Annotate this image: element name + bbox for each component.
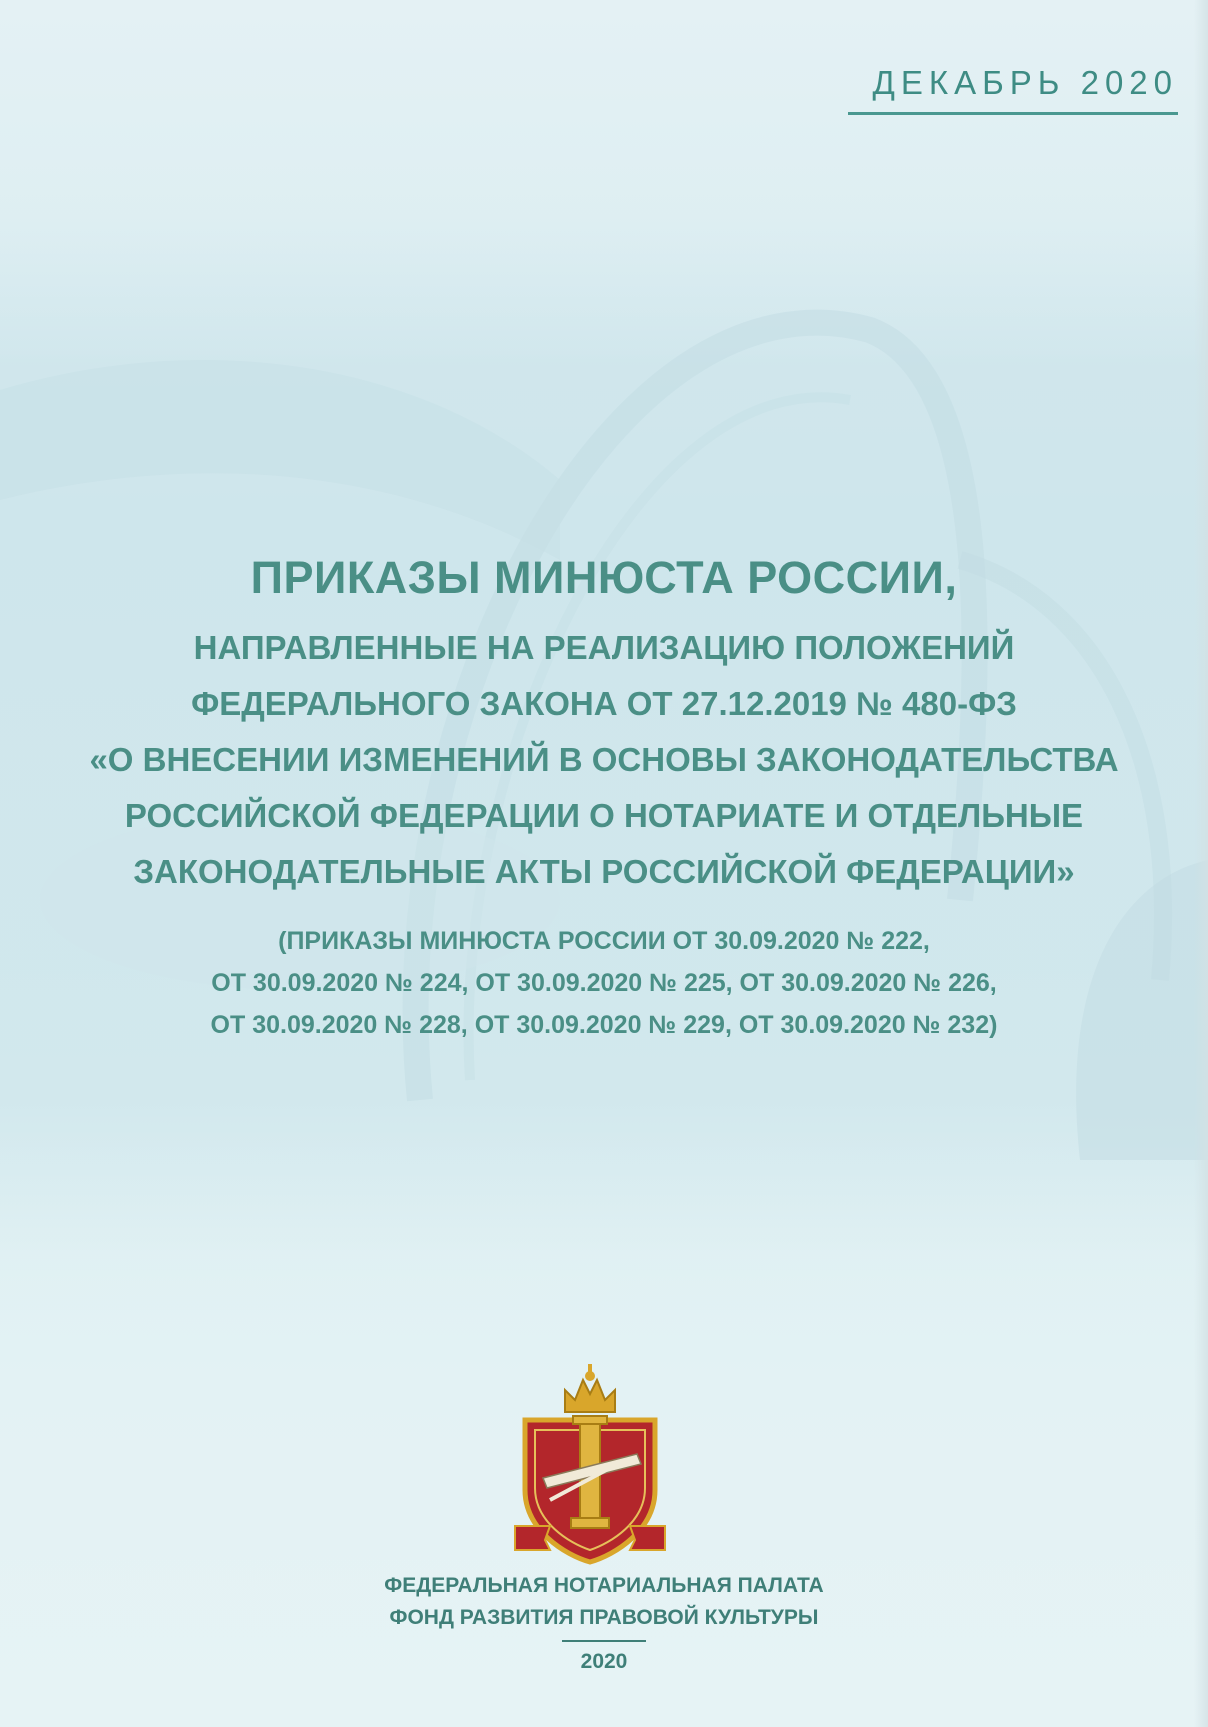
title-block bbox=[60, 552, 1148, 1046]
subtitle-line: РОССИЙСКОЙ ФЕДЕРАЦИИ О НОТАРИАТЕ И ОТДЕЛЬНЫЕ bbox=[124, 797, 1084, 834]
subtitle-line: «О ВНЕСЕНИИ ИЗМЕНЕНИЙ В ОСНОВЫ ЗАКОНОДАТЕЛЬСТВА bbox=[89, 741, 1119, 778]
issue-date-header bbox=[848, 64, 1208, 115]
orders-line: ОТ 30.09.2020 № 224, ОТ 30.09.2020 № 225, ОТ 30.09.2020 № 226, bbox=[211, 969, 997, 997]
subtitle-line: ФЕДЕРАЛЬНОГО ЗАКОНА ОТ 27.12.2019 № 480-ФЗ bbox=[191, 685, 1017, 722]
orders-line: ОТ 30.09.2020 № 228, ОТ 30.09.2020 № 229, ОТ 30.09.2020 № 232) bbox=[210, 1011, 998, 1039]
publisher-block bbox=[0, 1570, 1208, 1674]
date-underline bbox=[848, 112, 1178, 115]
subtitle-line: НАПРАВЛЕННЫЕ НА РЕАЛИЗАЦИЮ ПОЛОЖЕНИЙ bbox=[193, 629, 1015, 666]
publisher-name: ФЕДЕРАЛЬНАЯ НОТАРИАЛЬНАЯ ПАЛАТА bbox=[384, 1574, 824, 1597]
subtitle-line: ЗАКОНОДАТЕЛЬНЫЕ АКТЫ РОССИЙСКОЙ ФЕДЕРАЦИИ» bbox=[133, 853, 1075, 890]
publisher-divider bbox=[562, 1640, 646, 1642]
orders-line: (ПРИКАЗЫ МИНЮСТА РОССИИ ОТ 30.09.2020 № 222, bbox=[278, 927, 930, 955]
issue-date: ДЕКАБРЬ 2020 bbox=[872, 64, 1178, 101]
orders-list bbox=[60, 920, 1148, 1046]
publication-year: 2020 bbox=[580, 1650, 628, 1673]
main-title: ПРИКАЗЫ МИНЮСТА РОССИИ, bbox=[250, 552, 958, 603]
publisher-fund: ФОНД РАЗВИТИЯ ПРАВОВОЙ КУЛЬТУРЫ bbox=[389, 1606, 819, 1629]
notary-chamber-emblem-icon bbox=[505, 1350, 675, 1570]
